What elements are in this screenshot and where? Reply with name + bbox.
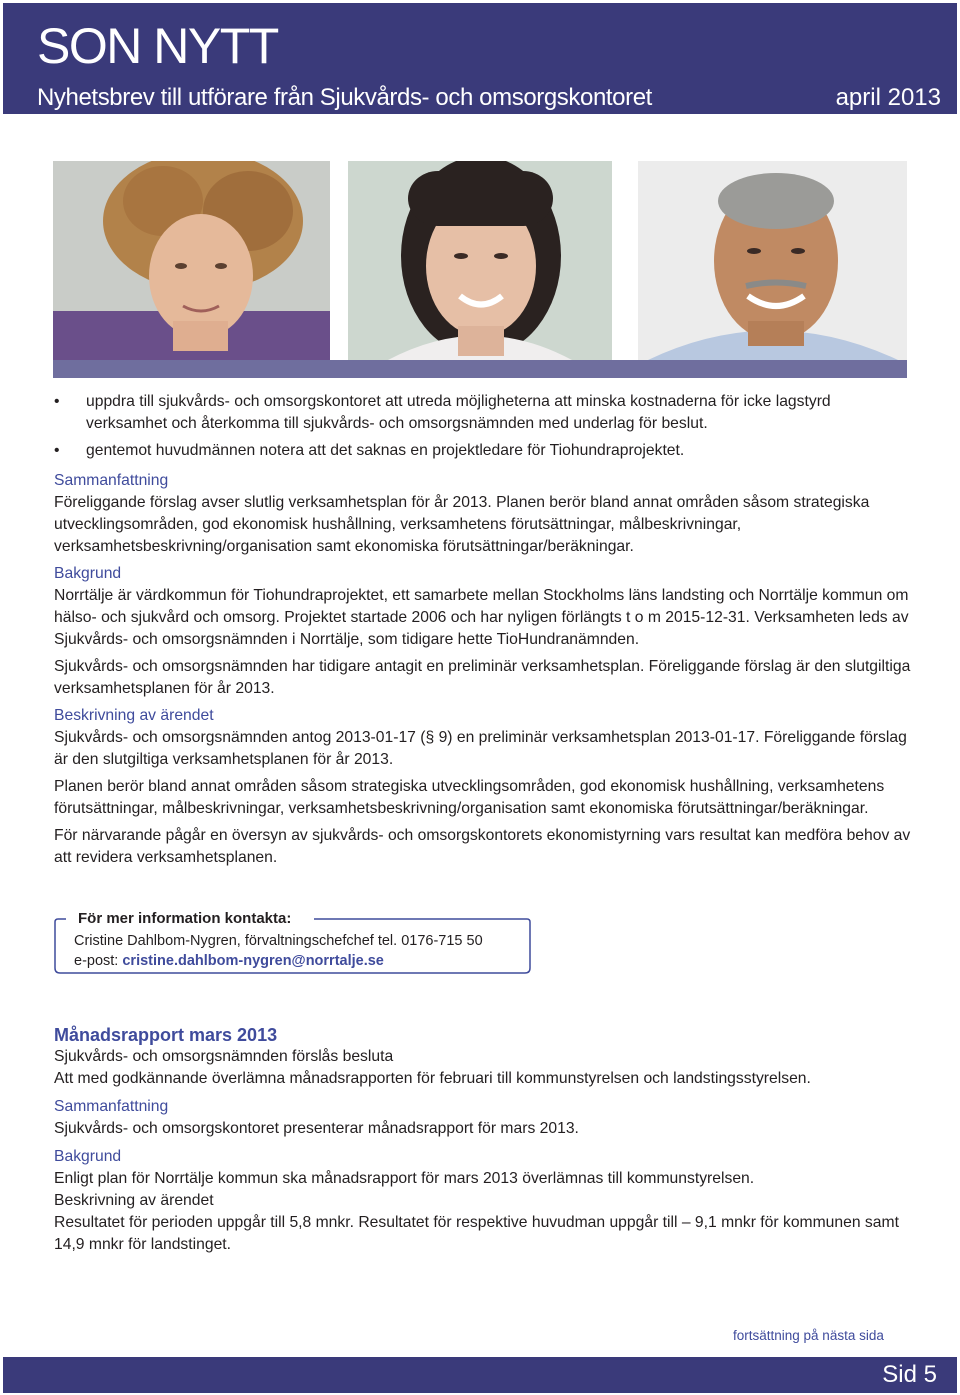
background-text: Sjukvårds- och omsorgsnämnden har tidigare antagit en preliminär verksamhetsplan. Föreliggande förslag är den slutgiltiga verksamhetsplanen för år 2013.	[54, 658, 911, 697]
article-title: Månadsrapport mars 2013	[54, 1025, 278, 1045]
email-label: e-post:	[74, 953, 123, 969]
summary-text: Föreliggande förslag avser slutlig verksamhetsplan för år 2013. Planen berör bland annat områden såsom strategiska utvecklingsområden, god ekonomisk hushållning, verksamhetens förutsättningar, målbeskrivningar, verksamhetsbeskrivning/organisation samt ekonomiska förutsättningar/beräkningar.	[54, 494, 870, 555]
footer-banner	[3, 1357, 957, 1393]
header-banner	[3, 3, 957, 114]
description-heading: Beskrivning av ärendet	[54, 1192, 214, 1209]
contact-title: För mer information kontakta:	[74, 909, 295, 929]
background-text: Norrtälje är värdkommun för Tiohundraprojektet, ett samarbete mellan Stockholms läns landsting och Norrtälje kommun om hälso- och sjukvård och omsorg. Projektet startade 2006 och har nyligen förlängts t o m 2015-12-31. Verksamheten leds av Sjukvårds- och omsorgsnämnden i Norrtälje, som tidigare hette TioHundranämnden.	[54, 587, 909, 648]
woman-photo	[348, 161, 612, 360]
bullet-icon: •	[54, 442, 60, 459]
summary-heading: Sammanfattning	[54, 1098, 169, 1115]
description-text: Resultatet för perioden uppgår till 5,8 mnkr. Resultatet för respektive huvudman uppgår till – 9,1 mnkr för kommunen samt 14,9 mnkr för landstinget.	[54, 1214, 899, 1253]
decision-proposal: Sjukvårds- och omsorgsnämnden förslås besluta	[54, 1048, 394, 1065]
newsletter-brand: SON NYTT	[37, 18, 278, 74]
monthly-report-article	[54, 1024, 914, 1256]
contact-box	[54, 910, 531, 975]
plan-article	[54, 391, 914, 874]
description-text: Planen berör bland annat områden såsom strategiska utvecklingsområden, god ekonomisk hushållning, verksamhetens förutsättningar, målbeskrivningar, verksamhetsbeskrivning/organisation samt ekonomiska förutsättningar/beräkningar.	[54, 778, 885, 817]
newsletter-subtitle: Nyhetsbrev till utförare från Sjukvårds- och omsorgskontoret	[37, 84, 652, 111]
photo-strip-bar	[53, 360, 907, 378]
contact-person: Cristine Dahlbom-Nygren, förvaltningschefchef tel. 0176-715 50	[74, 933, 483, 949]
decision-bullets	[54, 391, 914, 462]
bullet-text: uppdra till sjukvårds- och omsorgskontoret att utreda möjligheterna att minska kostnaderna för icke lagstyrd verksamhet och återkomma till sjukvårds- och omsorgsnämnden med underlag för beslut.	[86, 393, 831, 432]
bullet-text: gentemot huvudmännen notera att det saknas en projektledare för Tiohundraprojektet.	[86, 442, 685, 459]
list-item	[54, 391, 914, 435]
bullet-icon: •	[54, 393, 60, 410]
summary-heading: Sammanfattning	[54, 472, 169, 489]
continues-note: fortsättning på nästa sida	[733, 1328, 884, 1343]
description-text: För närvarande pågår en översyn av sjukvårds- och omsorgskontorets ekonomistyrning vars resultat kan medföra behov av att revidera verksamhetsplanen.	[54, 827, 911, 866]
older-man-photo	[638, 161, 907, 360]
summary-text: Sjukvårds- och omsorgskontoret presenterar månadsrapport för mars 2013.	[54, 1120, 579, 1137]
list-item	[54, 440, 914, 462]
background-heading: Bakgrund	[54, 565, 122, 582]
description-heading: Beskrivning av ärendet	[54, 707, 214, 724]
background-text: Enligt plan för Norrtälje kommun ska månadsrapport för mars 2013 överlämnas till kommunstyrelsen.	[54, 1170, 755, 1187]
email-link[interactable]: cristine.dahlbom-nygren@norrtalje.se	[122, 953, 384, 969]
issue-date: april 2013	[835, 84, 941, 111]
contact-email-line	[74, 951, 384, 971]
description-text: Sjukvårds- och omsorgsnämnden antog 2013-01-17 (§ 9) en preliminär verksamhetsplan 2013-01-17. Föreliggande förslag är den slutgiltiga verksamhetsplanen för år 2013.	[54, 729, 907, 768]
young-man-photo	[53, 161, 330, 360]
decision-text: Att med godkännande överlämna månadsrapporten för februari till kommunstyrelsen och landstingsstyrelsen.	[54, 1070, 811, 1087]
background-heading: Bakgrund	[54, 1148, 122, 1165]
page-number: Sid 5	[882, 1361, 937, 1388]
